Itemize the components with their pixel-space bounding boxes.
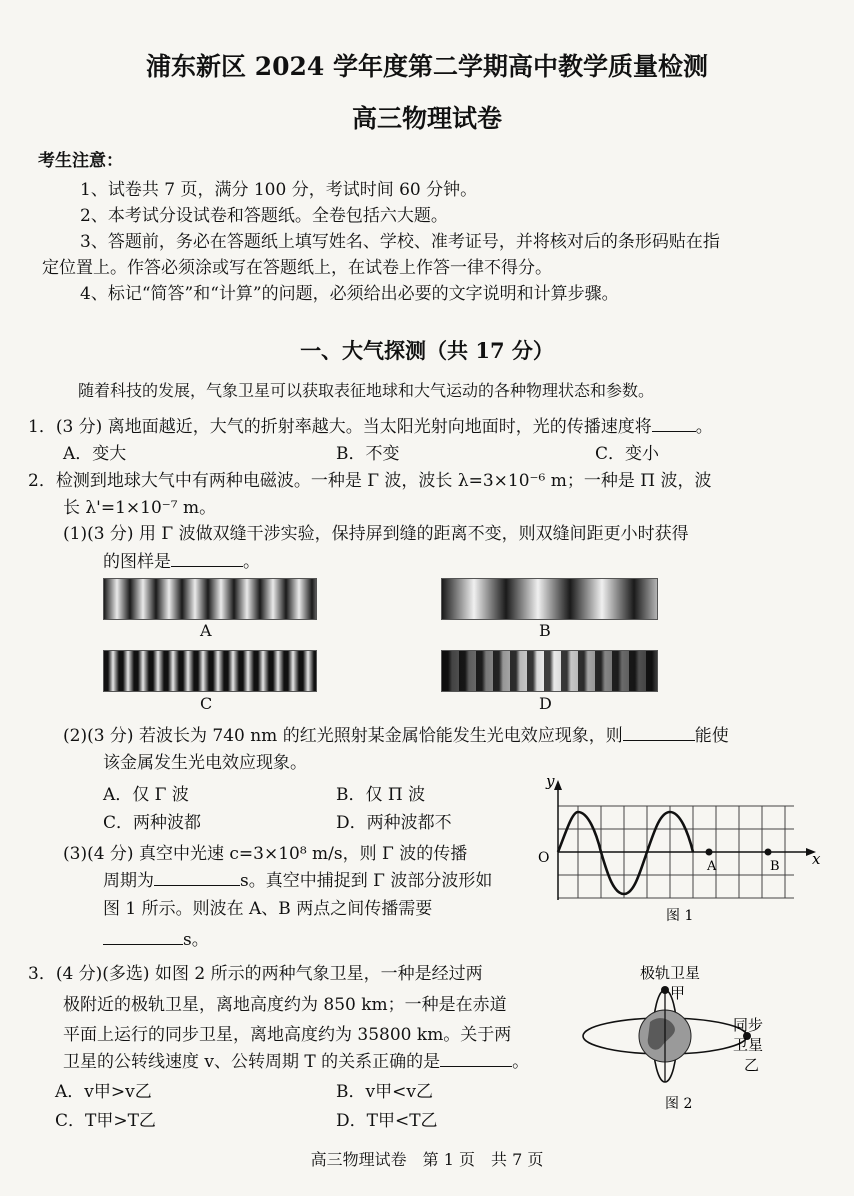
q2-part2-line2: 该金属发生光电效应现象。 — [103, 753, 307, 773]
q2-part3-text: 周期为 — [103, 871, 154, 891]
q3-option-c: C．T甲>T乙 — [55, 1111, 156, 1131]
q1-answer-blank[interactable] — [652, 413, 696, 432]
fringe-pattern-c — [103, 650, 317, 692]
q2-part3-unit: s。 — [183, 930, 209, 950]
q1-option-a: A．变大 — [63, 444, 127, 464]
q1-option-c: C．变小 — [595, 444, 660, 464]
q2-part3-period-blank[interactable] — [154, 867, 240, 886]
q2-part3-text-b: s。真空中捕捉到 Γ 波部分波形如 — [240, 871, 493, 891]
q3-line4-text: 卫星的公转线速度 v、公转周期 T 的关系正确的是 — [63, 1052, 441, 1072]
fringe-pattern-d — [441, 650, 658, 692]
section-intro: 随着科技的发展，气象卫星可以获取表征地球和大气运动的各种物理状态和参数。 — [78, 381, 655, 400]
q1-option-b: B．不变 — [336, 444, 400, 464]
section-title: 一、大气探测（共 17 分） — [300, 338, 554, 363]
point-b-marker — [765, 849, 772, 856]
x-axis-label: x — [812, 850, 821, 868]
q2-part1-end: 。 — [243, 552, 260, 572]
point-a-label: A — [707, 859, 717, 874]
fringe-pattern-a — [103, 578, 317, 620]
figure-1-caption: 图 1 — [666, 908, 694, 924]
notice-item: 3、答题前，务必在答题纸上填写姓名、学校、准考证号，并将核对后的条形码贴在指 — [80, 232, 720, 252]
figure-2-satellites — [570, 960, 845, 1120]
q2-part3-line3: 图 1 所示。则波在 A、B 两点之间传播需要 — [103, 899, 433, 919]
q1-stem-end: 。 — [695, 417, 713, 437]
y-axis-label: y — [546, 772, 555, 790]
fringe-pattern-b — [441, 578, 658, 620]
q3-line3: 平面上运行的同步卫星，离地高度约为 35800 km。关于两 — [63, 1025, 512, 1045]
q2-part3-time-blank[interactable] — [103, 926, 183, 945]
q2-part2-line1 — [63, 721, 729, 746]
q1-stem — [28, 412, 713, 437]
q3-option-a: A．v甲>v乙 — [55, 1082, 152, 1102]
q3-option-d: D．T甲<T乙 — [336, 1111, 438, 1131]
point-a-marker — [706, 849, 713, 856]
q3-line2: 极附近的极轨卫星，离地高度约为 850 km；一种是在赤道 — [63, 995, 507, 1015]
geo-satellite-name: 乙 — [744, 1056, 760, 1074]
geo-satellite-label-1: 同步 — [733, 1016, 764, 1034]
q3-line1: 3．(4 分)(多选) 如图 2 所示的两种气象卫星，一种是经过两 — [28, 964, 483, 984]
origin-label: O — [538, 850, 550, 866]
fringe-label-a: A — [200, 621, 212, 640]
y-axis-arrow — [554, 780, 562, 790]
q2-part2-text-end: 能使 — [694, 726, 729, 746]
q2-part1-line2 — [103, 547, 260, 572]
q2-part3-line4 — [103, 925, 209, 950]
q2-part1-answer-blank[interactable] — [171, 548, 243, 567]
q2-part2-text: (2)(3 分) 若波长为 740 nm 的红光照射某金属恰能发生光电效应现象，则 — [63, 726, 623, 746]
q2-stem-line1: 2．检测到地球大气中有两种电磁波。一种是 Γ 波，波长 λ=3×10⁻⁶ m；一种是 Π 波，波 — [28, 471, 712, 491]
q2-part1-text: 的图样是 — [103, 552, 171, 572]
polar-satellite-marker — [661, 986, 669, 994]
notice-item: 4、标记“简答”和“计算”的问题，必须给出必要的文字说明和计算步骤。 — [80, 284, 619, 304]
fringe-label-c: C — [200, 694, 213, 713]
exam-subtitle: 高三物理试卷 — [351, 104, 502, 133]
notice-item: 2、本考试分设试卷和答题纸。全卷包括六大题。 — [80, 206, 448, 226]
q3-option-b: B．v甲<v乙 — [336, 1082, 433, 1102]
fringe-label-d: D — [539, 694, 552, 713]
fringe-label-b: B — [539, 621, 551, 640]
q2-part2-option-a: A．仅 Γ 波 — [103, 785, 189, 805]
notice-heading: 考生注意： — [38, 151, 123, 171]
q2-part2-answer-blank[interactable] — [623, 722, 695, 741]
q2-part2-option-b: B．仅 Π 波 — [336, 785, 426, 805]
q3-line4-end: 。 — [512, 1052, 530, 1072]
q2-part3-line1: (3)(4 分) 真空中光速 c=3×10⁸ m/s，则 Γ 波的传播 — [63, 844, 468, 864]
polar-satellite-label: 极轨卫星 — [640, 964, 701, 982]
q2-part2-option-d: D．两种波都不 — [336, 813, 452, 833]
figure-1-wave — [530, 772, 830, 932]
q2-part3-line2 — [103, 866, 492, 891]
notice-item: 1、试卷共 7 页，满分 100 分，考试时间 60 分钟。 — [80, 180, 478, 200]
figure-2-caption: 图 2 — [665, 1096, 693, 1112]
q1-stem-text: 1．(3 分) 离地面越近，大气的折射率越大。当太阳光射向地面时，光的传播速度将 — [28, 417, 652, 437]
geo-satellite-label-2: 卫星 — [733, 1036, 764, 1054]
q3-answer-blank[interactable] — [440, 1048, 512, 1067]
exam-title: 浦东新区 2024 学年度第二学期高中教学质量检测 — [146, 52, 708, 81]
notice-item: 定位置上。作答必须涂或写在答题纸上，在试卷上作答一律不得分。 — [42, 258, 552, 278]
q2-part1-line1: (1)(3 分) 用 Γ 波做双缝干涉实验，保持屏到缝的距离不变，则双缝间距更小时获得 — [63, 524, 689, 544]
polar-satellite-name: 甲 — [670, 984, 686, 1002]
q2-part2-option-c: C．两种波都 — [103, 813, 202, 833]
q3-line4 — [63, 1047, 529, 1072]
q2-stem-line2: 长 λ'=1×10⁻⁷ m。 — [63, 498, 217, 518]
point-b-label: B — [770, 859, 780, 874]
page-footer: 高三物理试卷 第 1 页 共 7 页 — [310, 1150, 544, 1169]
